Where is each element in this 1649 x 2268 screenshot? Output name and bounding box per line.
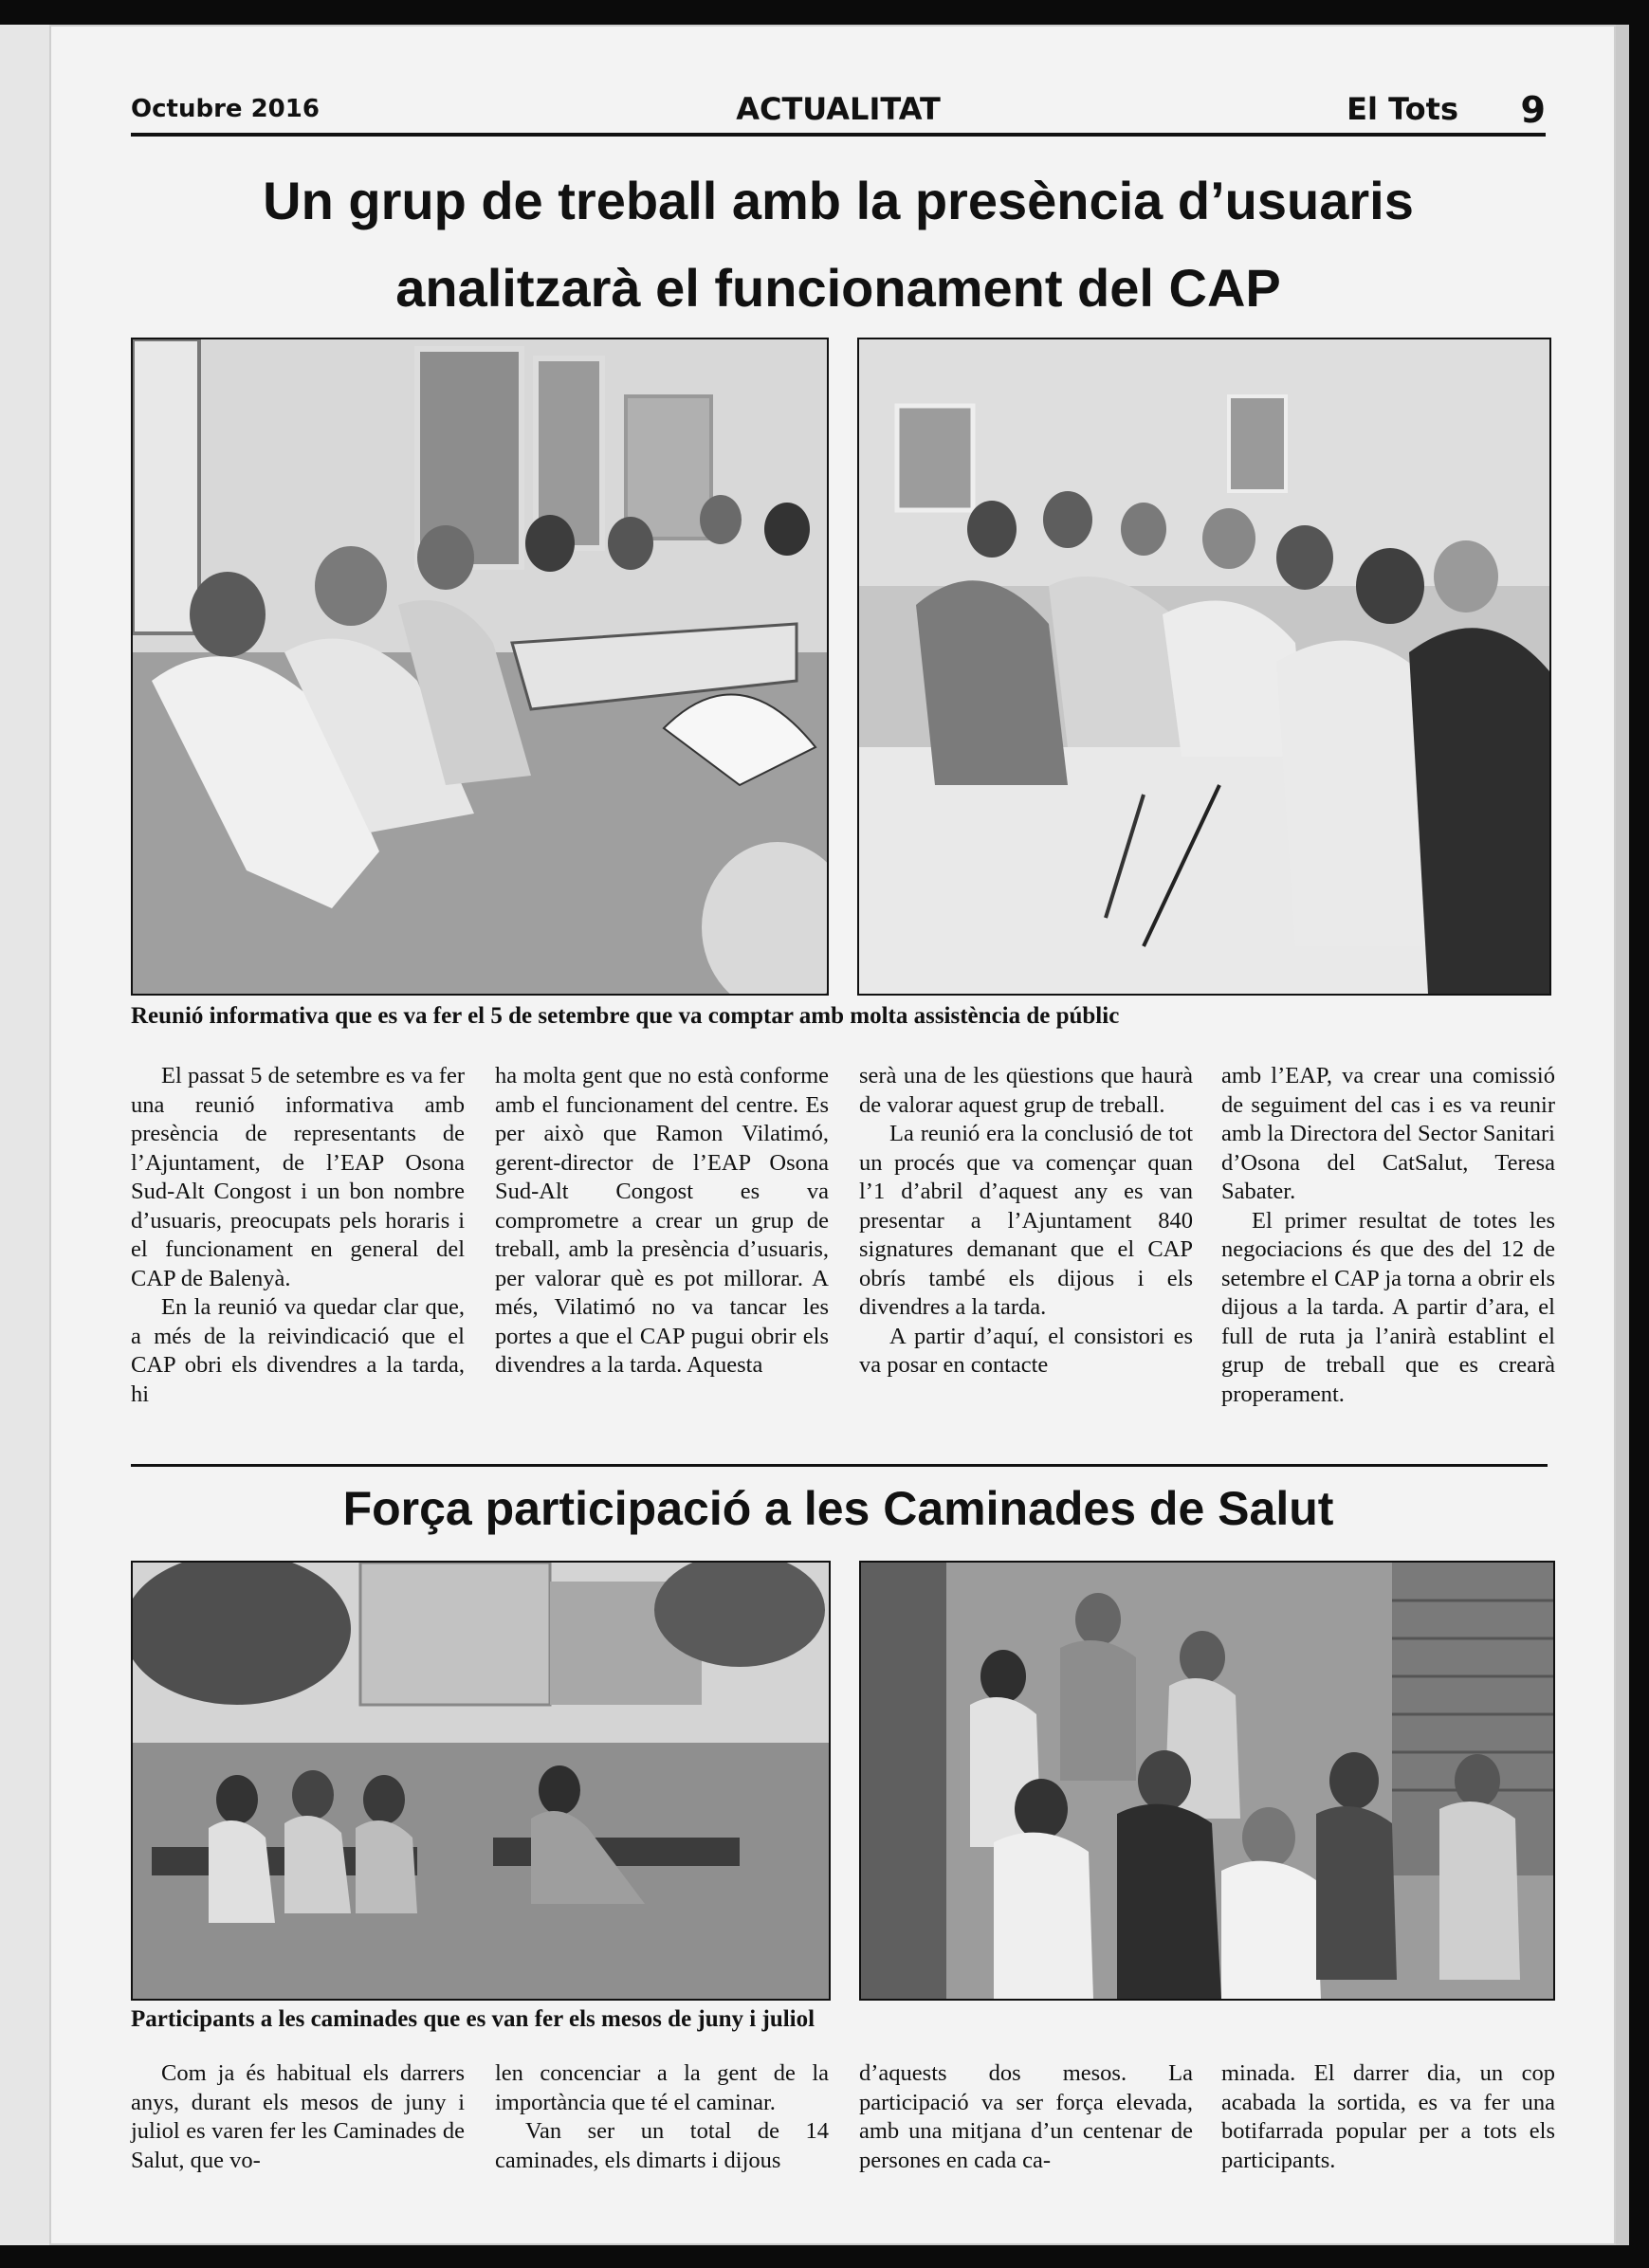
article-divider [131,1464,1548,1467]
meeting-panel-photo [131,338,829,996]
paragraph: El passat 5 de setembre es va fer una reunió informativa amb presència de representants de l’Ajuntament, de l’EAP Osona Sud-Alt Congost i un bon nombre d’usuaris, preocupats pels horaris i el funcionament en general del CAP de Balenyà. [131,1063,465,1291]
paragraph: El primer resultat de totes les negociacions és que des del 12 de setembre el CAP ja torna a obrir els dijous a la tarda. A partir d’ara, el full de ruta ja l’anirà establint el grup de treball que es crearà properament. [1221,1207,1555,1407]
paragraph: ha molta gent que no està conforme amb el funcionament del centre. Es per això que Ramon Vilatimó, gerent-director de l’EAP Osona Sud-Alt Congost es va comprometre a crear un grup de treball, amb la presència d’usuaris, per valorar què es pot millorar. A més, Vilatimó no va tancar les portes a que el CAP pugui obrir els divendres a la tarda. Aquesta [495,1063,829,1378]
article1-column-3 [859,1062,1193,1381]
paragraph: En la reunió va quedar clar que, a més de la reivindicació que el CAP obri els divendres a la tarda, hi [131,1294,465,1407]
issue-date: Octubre 2016 [131,95,320,123]
paragraph: Com ja és habitual els darrers anys, durant els mesos de juny i juliol es varen fer les Caminades de Salut, que vo- [131,2060,465,2173]
headline-line-1: Un grup de treball amb la presència d’usuaris [263,171,1414,230]
article1-photo-caption: Reunió informativa que es va fer el 5 de setembre que va comptar amb molta assistència de públic [131,1003,1120,1029]
paragraph: len concenciar a la gent de la importància que té el caminar. [495,2060,829,2115]
previous-page-edge [0,25,52,2245]
paragraph: d’aquests dos mesos. La participació va ser força elevada, amb una mitjana d’un centenar de persones en cada ca- [859,2060,1193,2173]
page-header [131,91,1546,137]
article2-photo-caption: Participants a les caminades que es van fer els mesos de juny i juliol [131,2006,815,2032]
paragraph: minada. El darrer dia, un cop acabada la sortida, es va fer una botifarrada popular per a tots els participants. [1221,2060,1555,2173]
paragraph: Van ser un total de 14 caminades, els dimarts i dijous [495,2118,829,2173]
page-number: 9 [1520,89,1546,131]
paragraph: La reunió era la conclusió de tot un procés que va començar quan l’1 d’abril d’aquest any es van presentar a l’Ajuntament 840 signatures demanant que el CAP obrís també els dijous i els divendres a la tarda. [859,1121,1193,1320]
walkers-street-photo [859,1561,1555,2001]
article1-headline [131,157,1546,332]
article2-column-2 [495,2059,829,2175]
section-name: ACTUALITAT [736,91,941,127]
page-edge-shadow [1616,25,1629,2245]
headline-line-2: analitzarà el funcionament del CAP [395,258,1281,318]
article1-column-1 [131,1062,465,1409]
article1-column-4 [1221,1062,1555,1409]
article2-headline: Força participació a les Caminades de Salut [342,1482,1334,1535]
article1-column-2 [495,1062,829,1381]
publication-name: El Tots [1347,91,1458,127]
audience-photo [857,338,1551,996]
article2-column-1 [131,2059,465,2175]
paragraph: amb l’EAP, va crear una comissió de seguiment del cas i es va reunir amb la Directora del Sector Sanitari d’Osona del CatSalut, Teresa Sabater. [1221,1063,1555,1204]
article2-column-3 [859,2059,1193,2175]
walkers-resting-photo [131,1561,831,2001]
paragraph: serà una de les qüestions que haurà de valorar aquest grup de treball. [859,1063,1193,1118]
article2-column-4 [1221,2059,1555,2175]
paragraph: A partir d’aquí, el consistori es va posar en contacte [859,1323,1193,1378]
